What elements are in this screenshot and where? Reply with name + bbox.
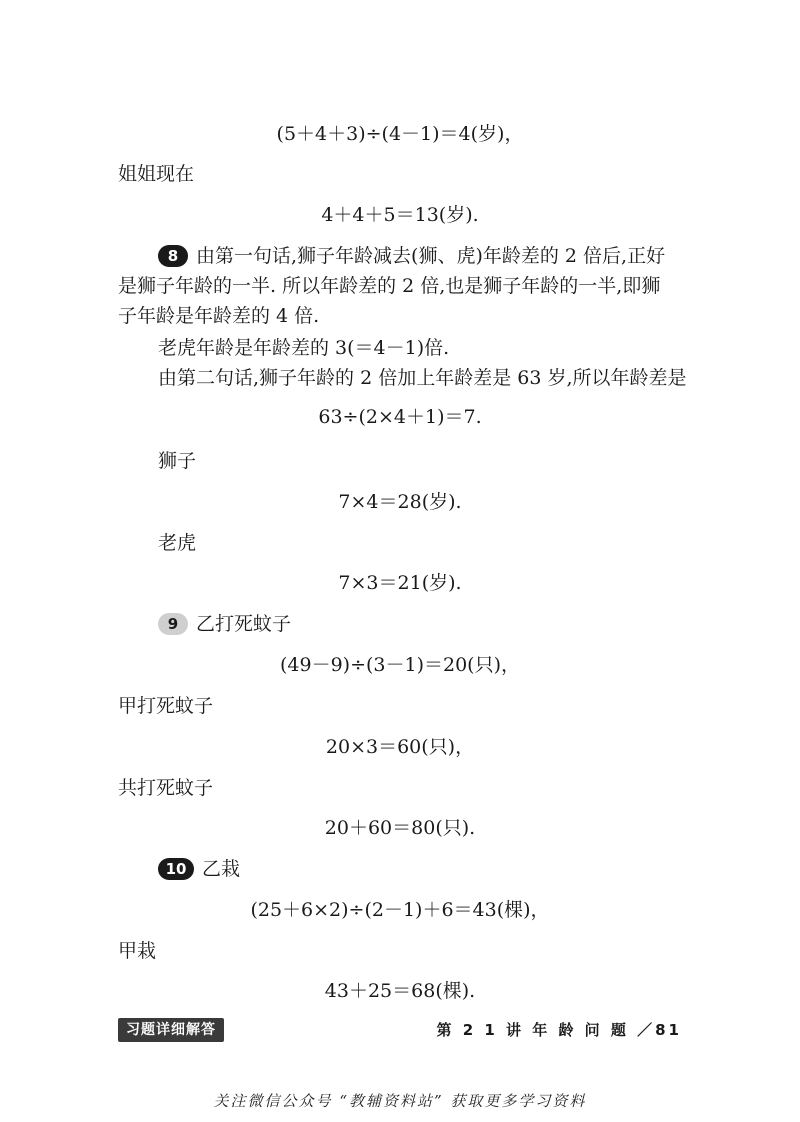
- equation-line: (25＋6×2)÷(2－1)＋6＝43(棵)，: [250, 899, 550, 921]
- problem-8-line: [158, 244, 665, 268]
- problem-9-line: [158, 612, 291, 636]
- problem-number-badge: 10: [158, 858, 194, 880]
- text-span: 乙打死蚊子: [196, 613, 292, 635]
- problem-number-badge: 9: [158, 613, 188, 635]
- text-line: 老虎年龄是年龄差的 3(＝4－1)倍.: [158, 337, 450, 359]
- chapter-page-number: 第 2 1 讲 年 龄 问 题 ／81: [436, 1021, 682, 1039]
- equation-line: 43＋25＝68(棵).: [324, 980, 476, 1002]
- equation-line: 7×3＝21(岁).: [338, 572, 462, 594]
- equation-line: 20＋60＝80(只).: [324, 817, 476, 839]
- equation-line: 20×3＝60(只)，: [325, 736, 475, 758]
- text-line: 子年龄是年龄差的 4 倍.: [118, 305, 320, 327]
- equation-line: 7×4＝28(岁).: [338, 491, 462, 513]
- text-line: 是狮子年龄的一半. 所以年龄差的 2 倍,也是狮子年龄的一半,即狮: [118, 275, 661, 297]
- text-span: 乙栽: [202, 858, 241, 880]
- equation-line: 4＋4＋5＝13(岁).: [321, 204, 479, 226]
- section-label: 习题详细解答: [118, 1018, 224, 1042]
- text-line: 狮子: [158, 450, 197, 472]
- text-line: 姐姐现在: [118, 163, 195, 185]
- text-line: 老虎: [158, 532, 197, 554]
- equation-line: 63÷(2×4＋1)＝7.: [318, 406, 482, 428]
- problem-10-line: [158, 857, 240, 881]
- text-line: 甲栽: [118, 940, 157, 962]
- problem-number-badge: 8: [158, 245, 188, 267]
- watermark-text: 关注微信公众号 “教辅资料站” 获取更多学习资料: [213, 1092, 587, 1110]
- text-span: 由第一句话,狮子年龄减去(狮、虎)年龄差的 2 倍后,正好: [196, 245, 666, 267]
- text-line: 甲打死蚊子: [118, 695, 214, 717]
- text-line: 共打死蚊子: [118, 777, 214, 799]
- equation-line: (49－9)÷(3－1)＝20(只)，: [279, 654, 520, 676]
- text-line: 由第二句话,狮子年龄的 2 倍加上年龄差是 63 岁,所以年龄差是: [158, 367, 687, 389]
- equation-line: (5＋4＋3)÷(4－1)＝4(岁)，: [276, 123, 524, 145]
